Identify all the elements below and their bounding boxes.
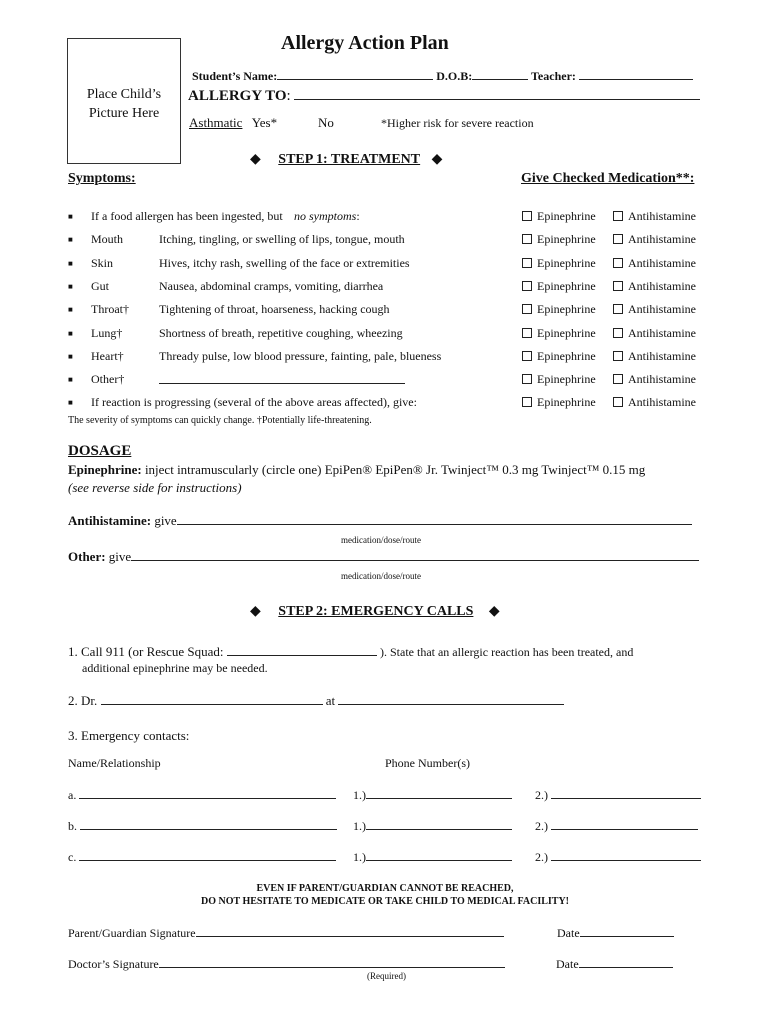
phone-1-field[interactable]: [366, 787, 512, 799]
no-symptoms-holder: [294, 209, 360, 224]
call-911-line: [68, 644, 633, 660]
step1-heading: [250, 151, 442, 168]
allergy-to-label: ALLERGY TO: [188, 88, 287, 104]
symptom-description: Itching, tingling, or swelling of lips, tongue, mouth: [159, 232, 405, 247]
step2-title: STEP 2: EMERGENCY CALLS: [278, 604, 474, 619]
epinephrine-label: Epinephrine: [537, 209, 596, 223]
symptom-description: Tightening of throat, hoarseness, hacking cough: [159, 302, 390, 317]
contact-letter: a.: [68, 788, 77, 802]
checkbox[interactable]: [522, 211, 532, 221]
antihistamine-label: Antihistamine: [628, 325, 696, 340]
symptom-description: Shortness of breath, repetitive coughing, wheezing: [159, 325, 403, 340]
symptom-area: If reaction is progressing (several of the above areas affected), give:: [91, 395, 417, 410]
phone-2-label: 2.): [535, 788, 548, 802]
call-911-tail: ). State that an allergic reaction has been treated, and: [380, 645, 634, 659]
risk-note: *Higher risk for severe reaction: [381, 116, 534, 130]
antihistamine-route-label: medication/dose/route: [341, 535, 421, 545]
doctor-date-label: Date: [556, 957, 579, 971]
doctor-date-line: [556, 956, 673, 972]
checkbox[interactable]: [613, 304, 623, 314]
antihistamine-label: Antihistamine: [628, 348, 696, 363]
antihistamine-dosage-field[interactable]: [177, 513, 692, 525]
doctor-name-field[interactable]: [101, 693, 323, 705]
symptom-description: Thready pulse, low blood pressure, fainting, pale, blueness: [159, 348, 442, 363]
epinephrine-option[interactable]: [522, 302, 596, 317]
asthmatic-label: Asthmatic: [189, 115, 243, 130]
epinephrine-option[interactable]: [522, 256, 596, 271]
bullet-icon: ■: [68, 212, 73, 221]
checkbox[interactable]: [613, 374, 623, 384]
bullet-icon: ■: [68, 351, 73, 361]
phone-1-label: 1.): [353, 850, 366, 864]
epinephrine-option[interactable]: [522, 232, 596, 247]
checkbox[interactable]: [613, 397, 623, 407]
parent-date-line: [557, 925, 674, 941]
phone-1-field[interactable]: [366, 818, 512, 830]
antihistamine-option[interactable]: [613, 256, 696, 271]
antihistamine-label: Antihistamine: [628, 395, 696, 410]
severity-footnote: The severity of symptoms can quickly change. †Potentially life-threatening.: [68, 415, 372, 426]
symptom-area: Gut: [91, 278, 109, 293]
antihistamine-dosage-line: [68, 513, 692, 529]
checkbox[interactable]: [522, 374, 532, 384]
antihistamine-give: give: [154, 513, 177, 528]
antihistamine-label: Antihistamine: [628, 255, 696, 270]
warning-block: [0, 882, 770, 908]
contact-phone-2: [535, 787, 701, 803]
doctor-phone-field[interactable]: [338, 693, 564, 705]
symptom-area: Mouth: [91, 232, 124, 247]
other-symptom-field[interactable]: [159, 372, 405, 384]
antihistamine-option[interactable]: [613, 232, 696, 247]
other-dosage-line: [68, 549, 699, 565]
bullet-icon: ■: [68, 398, 73, 408]
no-symptoms-suffix: :: [356, 209, 360, 223]
checkbox[interactable]: [613, 328, 623, 338]
doctor-signature-label: Doctor’s Signature: [68, 957, 159, 971]
call-911-line2: additional epinephrine may be needed.: [82, 661, 268, 675]
required-note: (Required): [367, 971, 406, 981]
phone-1-label: 1.): [353, 819, 366, 833]
antihistamine-label: Antihistamine: [628, 302, 696, 317]
contact-phone-1: [353, 849, 512, 865]
asthmatic-yes[interactable]: Yes*: [251, 115, 278, 130]
antihistamine-label: Antihistamine: [628, 372, 696, 387]
other-dosage-label: Other:: [68, 549, 106, 564]
symptom-area: If a food allergen has been ingested, but: [91, 209, 283, 223]
phone-numbers-header: Phone Number(s): [385, 756, 470, 770]
symptoms-header: Symptoms:: [68, 171, 136, 186]
diamond-icon: ◆: [250, 152, 261, 167]
contact-name: [68, 849, 336, 865]
contact-name: [68, 787, 336, 803]
antihistamine-label: Antihistamine: [628, 209, 696, 223]
epinephrine-option[interactable]: [522, 349, 596, 364]
epinephrine-label: Epinephrine: [537, 325, 596, 340]
bullet-icon: ■: [68, 375, 73, 385]
asthmatic-no[interactable]: No: [318, 115, 334, 130]
epinephrine-dosage-label: Epinephrine:: [68, 462, 142, 477]
phone-2-field[interactable]: [551, 818, 698, 830]
symptom-area: Throat†: [91, 302, 129, 317]
symptom-description[interactable]: [159, 372, 405, 388]
emergency-contacts-label: 3. Emergency contacts:: [68, 728, 190, 743]
epinephrine-option[interactable]: [522, 279, 596, 294]
teacher-field[interactable]: [579, 68, 693, 80]
no-symptoms-text: no symptoms: [294, 209, 357, 223]
epinephrine-option[interactable]: [522, 326, 596, 341]
symptom-area: Skin: [91, 255, 114, 270]
contact-name-field[interactable]: [79, 849, 336, 861]
checkbox[interactable]: [613, 281, 623, 291]
bullet-icon: ■: [68, 328, 73, 338]
symptom-area: Heart†: [91, 348, 124, 363]
symptom-description: Nausea, abdominal cramps, vomiting, diarrhea: [159, 278, 384, 293]
checkbox[interactable]: [522, 328, 532, 338]
epinephrine-option[interactable]: [522, 372, 596, 387]
epinephrine-label: Epinephrine: [537, 348, 596, 363]
student-info-line: [192, 68, 693, 84]
contact-phone-1: [353, 818, 512, 834]
bullet-icon: ■: [68, 235, 73, 245]
bullet-icon: ■: [68, 281, 73, 291]
page-title: Allergy Action Plan: [281, 32, 449, 54]
checkbox[interactable]: [613, 351, 623, 361]
call-911-label: 1. Call 911 (or Rescue Squad:: [68, 644, 224, 659]
contact-name-field[interactable]: [80, 818, 337, 830]
dosage-title: DOSAGE: [68, 443, 132, 459]
epinephrine-label: Epinephrine: [537, 302, 596, 317]
checkbox[interactable]: [613, 234, 623, 244]
phone-2-label: 2.): [535, 819, 548, 833]
phone-1-label: 1.): [353, 788, 366, 802]
parent-date-field[interactable]: [580, 925, 674, 937]
parent-signature-line: [68, 925, 504, 941]
symptom-area: Other†: [91, 372, 125, 387]
doctor-signature-field[interactable]: [159, 956, 505, 968]
parent-signature-label: Parent/Guardian Signature: [68, 926, 196, 940]
other-give: give: [108, 549, 132, 564]
epinephrine-label: Epinephrine: [537, 278, 596, 293]
antihistamine-label: Antihistamine: [628, 278, 696, 293]
allergy-to-line: [188, 88, 700, 105]
doctor-line: [68, 693, 564, 709]
warning-line-1: EVEN IF PARENT/GUARDIAN CANNOT BE REACHED,: [256, 883, 514, 894]
epinephrine-label: Epinephrine: [537, 255, 596, 270]
teacher-label: Teacher:: [531, 69, 576, 83]
phone-1-field[interactable]: [366, 849, 512, 861]
rescue-squad-field[interactable]: [227, 644, 377, 656]
epinephrine-label: Epinephrine: [537, 395, 596, 410]
parent-date-label: Date: [557, 926, 580, 940]
doctor-at-label: at: [325, 693, 336, 708]
asthmatic-line: [189, 115, 277, 131]
phone-2-label: 2.): [535, 850, 548, 864]
diamond-icon: ◆: [250, 604, 261, 619]
contact-phone-2: [535, 849, 701, 865]
epinephrine-dosage-text[interactable]: inject intramuscularly (circle one) EpiPen® EpiPen® Jr. Twinject™ 0.3 mg Twinject™ 0.15 mg: [144, 462, 646, 477]
epinephrine-label: Epinephrine: [537, 232, 596, 247]
antihistamine-option[interactable]: [613, 326, 696, 341]
contact-letter: c.: [68, 850, 77, 864]
medication-header: Give Checked Medication**:: [521, 171, 695, 186]
antihistamine-option[interactable]: [613, 372, 696, 387]
contact-name: [68, 818, 337, 834]
epinephrine-dosage-line: [68, 462, 645, 478]
antihistamine-option[interactable]: [613, 302, 696, 317]
contact-letter: b.: [68, 819, 77, 833]
checkbox[interactable]: [522, 258, 532, 268]
epinephrine-note: (see reverse side for instructions): [68, 480, 242, 495]
checkbox[interactable]: [522, 281, 532, 291]
name-relationship-header: Name/Relationship: [68, 756, 161, 770]
epinephrine-option[interactable]: [522, 209, 596, 224]
antihistamine-label: Antihistamine: [628, 232, 696, 247]
antihistamine-option[interactable]: [613, 209, 696, 224]
parent-signature-field[interactable]: [196, 925, 504, 937]
bullet-icon: ■: [68, 258, 73, 268]
other-route-label: medication/dose/route: [341, 571, 421, 581]
picture-placeholder: [67, 38, 181, 164]
diamond-icon: ◆: [431, 152, 443, 167]
symptom-description: Hives, itchy rash, swelling of the face or extremities: [159, 255, 410, 270]
symptom-area: Lung†: [91, 325, 123, 340]
doctor-date-field[interactable]: [579, 956, 673, 968]
doctor-signature-line: [68, 956, 505, 972]
checkbox[interactable]: [613, 211, 623, 221]
student-name-label: Student’s Name:: [192, 69, 278, 83]
dob-field[interactable]: [472, 68, 528, 80]
allergy-to-field[interactable]: [294, 88, 700, 100]
other-dosage-field[interactable]: [131, 549, 699, 561]
epinephrine-option[interactable]: [522, 395, 596, 410]
antihistamine-option[interactable]: [613, 349, 696, 364]
contact-phone-1: [353, 787, 512, 803]
checkbox[interactable]: [613, 258, 623, 268]
step2-heading: [250, 603, 500, 620]
phone-2-field[interactable]: [551, 787, 701, 799]
antihistamine-dosage-label: Antihistamine:: [68, 513, 152, 528]
warning-line-2: DO NOT HESITATE TO MEDICATE OR TAKE CHILD TO MEDICAL FACILITY!: [200, 896, 570, 907]
bullet-icon: ■: [68, 305, 73, 315]
epinephrine-label: Epinephrine: [537, 372, 596, 387]
checkbox[interactable]: [522, 234, 532, 244]
contact-phone-2: [535, 818, 698, 834]
student-name-field[interactable]: [277, 68, 433, 80]
checkbox[interactable]: [522, 304, 532, 314]
contact-name-field[interactable]: [79, 787, 336, 799]
diamond-icon: ◆: [488, 604, 500, 619]
dob-label: D.O.B:: [436, 69, 473, 83]
phone-2-field[interactable]: [551, 849, 701, 861]
doctor-label: 2. Dr.: [68, 693, 98, 708]
step1-title: STEP 1: TREATMENT: [278, 152, 421, 167]
picture-placeholder-text: Place Child’s Picture Here: [86, 87, 162, 121]
allergy-to-colon: :: [286, 88, 291, 104]
checkbox[interactable]: [522, 397, 532, 407]
checkbox[interactable]: [522, 351, 532, 361]
antihistamine-option[interactable]: [613, 395, 696, 410]
antihistamine-option[interactable]: [613, 279, 696, 294]
